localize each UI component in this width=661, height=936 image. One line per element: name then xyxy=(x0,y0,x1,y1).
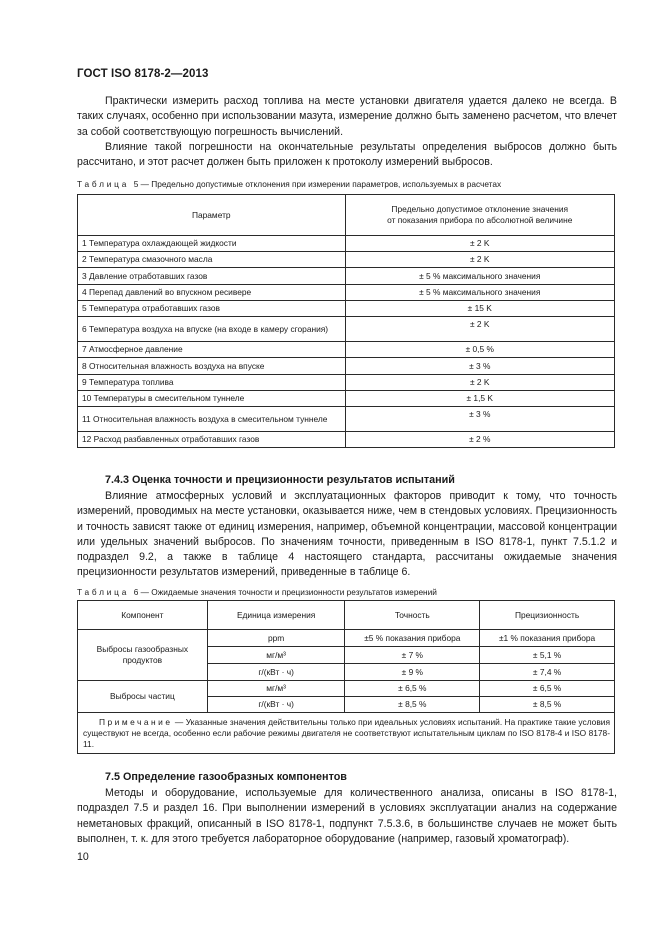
unit-cell: г/(кВт · ч) xyxy=(207,664,345,681)
accuracy-cell: ±5 % показания прибора xyxy=(345,630,480,647)
precision-cell: ± 5,1 % xyxy=(480,647,615,664)
table6-note-row xyxy=(78,713,615,754)
tolerances-table xyxy=(77,194,615,448)
section-7-4-3-paragraph: Влияние атмосферных условий и эксплуатационных факторов приводит к тому, что точность измерений, проводимых на месте установки, оказывается ниже, чем в стендовых условиях. Прецизионность и точность зависят также от единиц измерения, например, объемной концентрации, массовой концентрации или удельных значений выбросов. По значениям точности, приведенным в ISO 8178-1, пункт 7.5.1.2 и подраздел 9.2, а также в таблице 4 настоящего стандарта, рассчитаны ожидаемые значения прецизионности результатов измерений, приведенные в таблице 6. xyxy=(77,490,617,579)
table-row xyxy=(78,432,615,448)
table5-header-deviation: Предельно допустимое отклонение значения от показания прибора по абсолютной величине xyxy=(345,195,615,236)
section-7-5-paragraph: Методы и оборудование, используемые для количественного анализа, описаны в ISO 8178-1, подраздел 7.5 и раздел 16. При выполнении измерений в условиях эксплуатации анализ на содержание неметановых фракций, описанный в ISO 8178-1, подпункт 7.5.3.6, в большинстве случаев не может быть выполнен, т. к. для этого требуется лабораторное оборудование (например, газовый хроматограф). xyxy=(77,787,617,845)
parameter-cell: 11 Относительная влажность воздуха в смесительном туннеле xyxy=(78,407,346,432)
document-code: ГОСТ ISO 8178-2—2013 xyxy=(77,68,209,80)
parameter-cell: 2 Температура смазочного масла xyxy=(78,252,346,268)
unit-cell: мг/м³ xyxy=(207,647,345,664)
table5-header-row xyxy=(78,195,615,236)
accuracy-cell: ± 6,5 % xyxy=(345,681,480,697)
table-row xyxy=(78,317,615,342)
table6-header-component: Компонент xyxy=(78,601,208,630)
parameter-cell: 9 Температура топлива xyxy=(78,375,346,391)
table-row xyxy=(78,342,615,358)
parameter-cell: 1 Температура охлаждающей жидкости xyxy=(78,236,346,252)
parameter-cell: 12 Расход разбавленных отработавших газов xyxy=(78,432,346,448)
parameter-cell: 5 Температура отработавших газов xyxy=(78,301,346,317)
section-7-4-3-heading: 7.4.3 Оценка точности и прецизионности результатов испытаний xyxy=(105,474,455,486)
table-row xyxy=(78,252,615,268)
parameter-cell: 3 Давление отработавших газов xyxy=(78,268,346,285)
deviation-cell: ± 2 % xyxy=(345,432,615,448)
table5-header-parameter: Параметр xyxy=(78,195,346,236)
accuracy-precision-table xyxy=(77,600,615,754)
parameter-cell: 4 Перепад давлений во впускном ресивере xyxy=(78,285,346,301)
deviation-cell: ± 3 % xyxy=(345,358,615,375)
precision-cell: ± 8,5 % xyxy=(480,697,615,713)
parameter-cell: 10 Температуры в смесительном туннеле xyxy=(78,391,346,407)
table-row xyxy=(78,236,615,252)
parameter-cell: 8 Относительная влажность воздуха на впуске xyxy=(78,358,346,375)
precision-cell: ±1 % показания прибора xyxy=(480,630,615,647)
table5-caption: Таблица 5 — Предельно допустимые отклонения при измерении параметров, используемых в расчетах xyxy=(77,179,502,189)
accuracy-cell: ± 9 % xyxy=(345,664,480,681)
table6-header-row xyxy=(78,601,615,630)
component-cell-particles: Выбросы частиц xyxy=(78,681,208,713)
deviation-cell: ± 2 K xyxy=(345,317,615,342)
deviation-cell: ± 2 K xyxy=(345,375,615,391)
table6-header-unit: Единица измерения xyxy=(207,601,345,630)
intro-paragraph-2: Влияние такой погрешности на окончательные результаты определения выбросов должно быть рассчитано, и этот расчет должен быть приложен к протоколу измерений выбросов. xyxy=(77,141,617,169)
deviation-cell: ± 1,5 K xyxy=(345,391,615,407)
deviation-cell: ± 5 % максимального значения xyxy=(345,268,615,285)
parameter-cell: 6 Температура воздуха на впуске (на входе в камеру сгорания) xyxy=(78,317,346,342)
section-7-5-heading: 7.5 Определение газообразных компонентов xyxy=(105,771,347,783)
deviation-cell: ± 2 K xyxy=(345,236,615,252)
accuracy-cell: ± 7 % xyxy=(345,647,480,664)
parameter-cell: 7 Атмосферное давление xyxy=(78,342,346,358)
unit-cell: ppm xyxy=(207,630,345,647)
precision-cell: ± 6,5 % xyxy=(480,681,615,697)
unit-cell: мг/м³ xyxy=(207,681,345,697)
deviation-cell: ± 0,5 % xyxy=(345,342,615,358)
table-row xyxy=(78,630,615,647)
table-row xyxy=(78,358,615,375)
accuracy-cell: ± 8,5 % xyxy=(345,697,480,713)
table6-caption: Таблица 6 — Ожидаемые значения точности и прецизионности результатов измерений xyxy=(77,587,437,597)
table-row xyxy=(78,301,615,317)
deviation-cell: ± 3 % xyxy=(345,407,615,432)
deviation-cell: ± 15 K xyxy=(345,301,615,317)
precision-cell: ± 7,4 % xyxy=(480,664,615,681)
page-number: 10 xyxy=(77,851,89,863)
table-row xyxy=(78,407,615,432)
table6-header-accuracy: Точность xyxy=(345,601,480,630)
component-cell-gas: Выбросы газообразных продуктов xyxy=(78,630,208,681)
table-row xyxy=(78,268,615,285)
table-row xyxy=(78,285,615,301)
table-row xyxy=(78,681,615,697)
table6-note: Примечание — Указанные значения действительны только при идеальных условиях испытаний. На практике такие условия существуют не всегда, особенно если рабочие режимы двигателя не соответствуют испытательным циклам по ISO 8178-4 и ISO 8178-11. xyxy=(78,713,615,754)
table-row xyxy=(78,375,615,391)
table6-header-precision: Прецизионность xyxy=(480,601,615,630)
deviation-cell: ± 2 K xyxy=(345,252,615,268)
table-row xyxy=(78,391,615,407)
intro-paragraph-1: Практически измерить расход топлива на месте установки двигателя удается далеко не всегда. В таких случаях, особенно при использовании мазута, измерение должно быть заменено расчетом, что влечет за собой соответствующую погрешность вычислений. xyxy=(77,95,617,138)
deviation-cell: ± 5 % максимального значения xyxy=(345,285,615,301)
unit-cell: г/(кВт · ч) xyxy=(207,697,345,713)
